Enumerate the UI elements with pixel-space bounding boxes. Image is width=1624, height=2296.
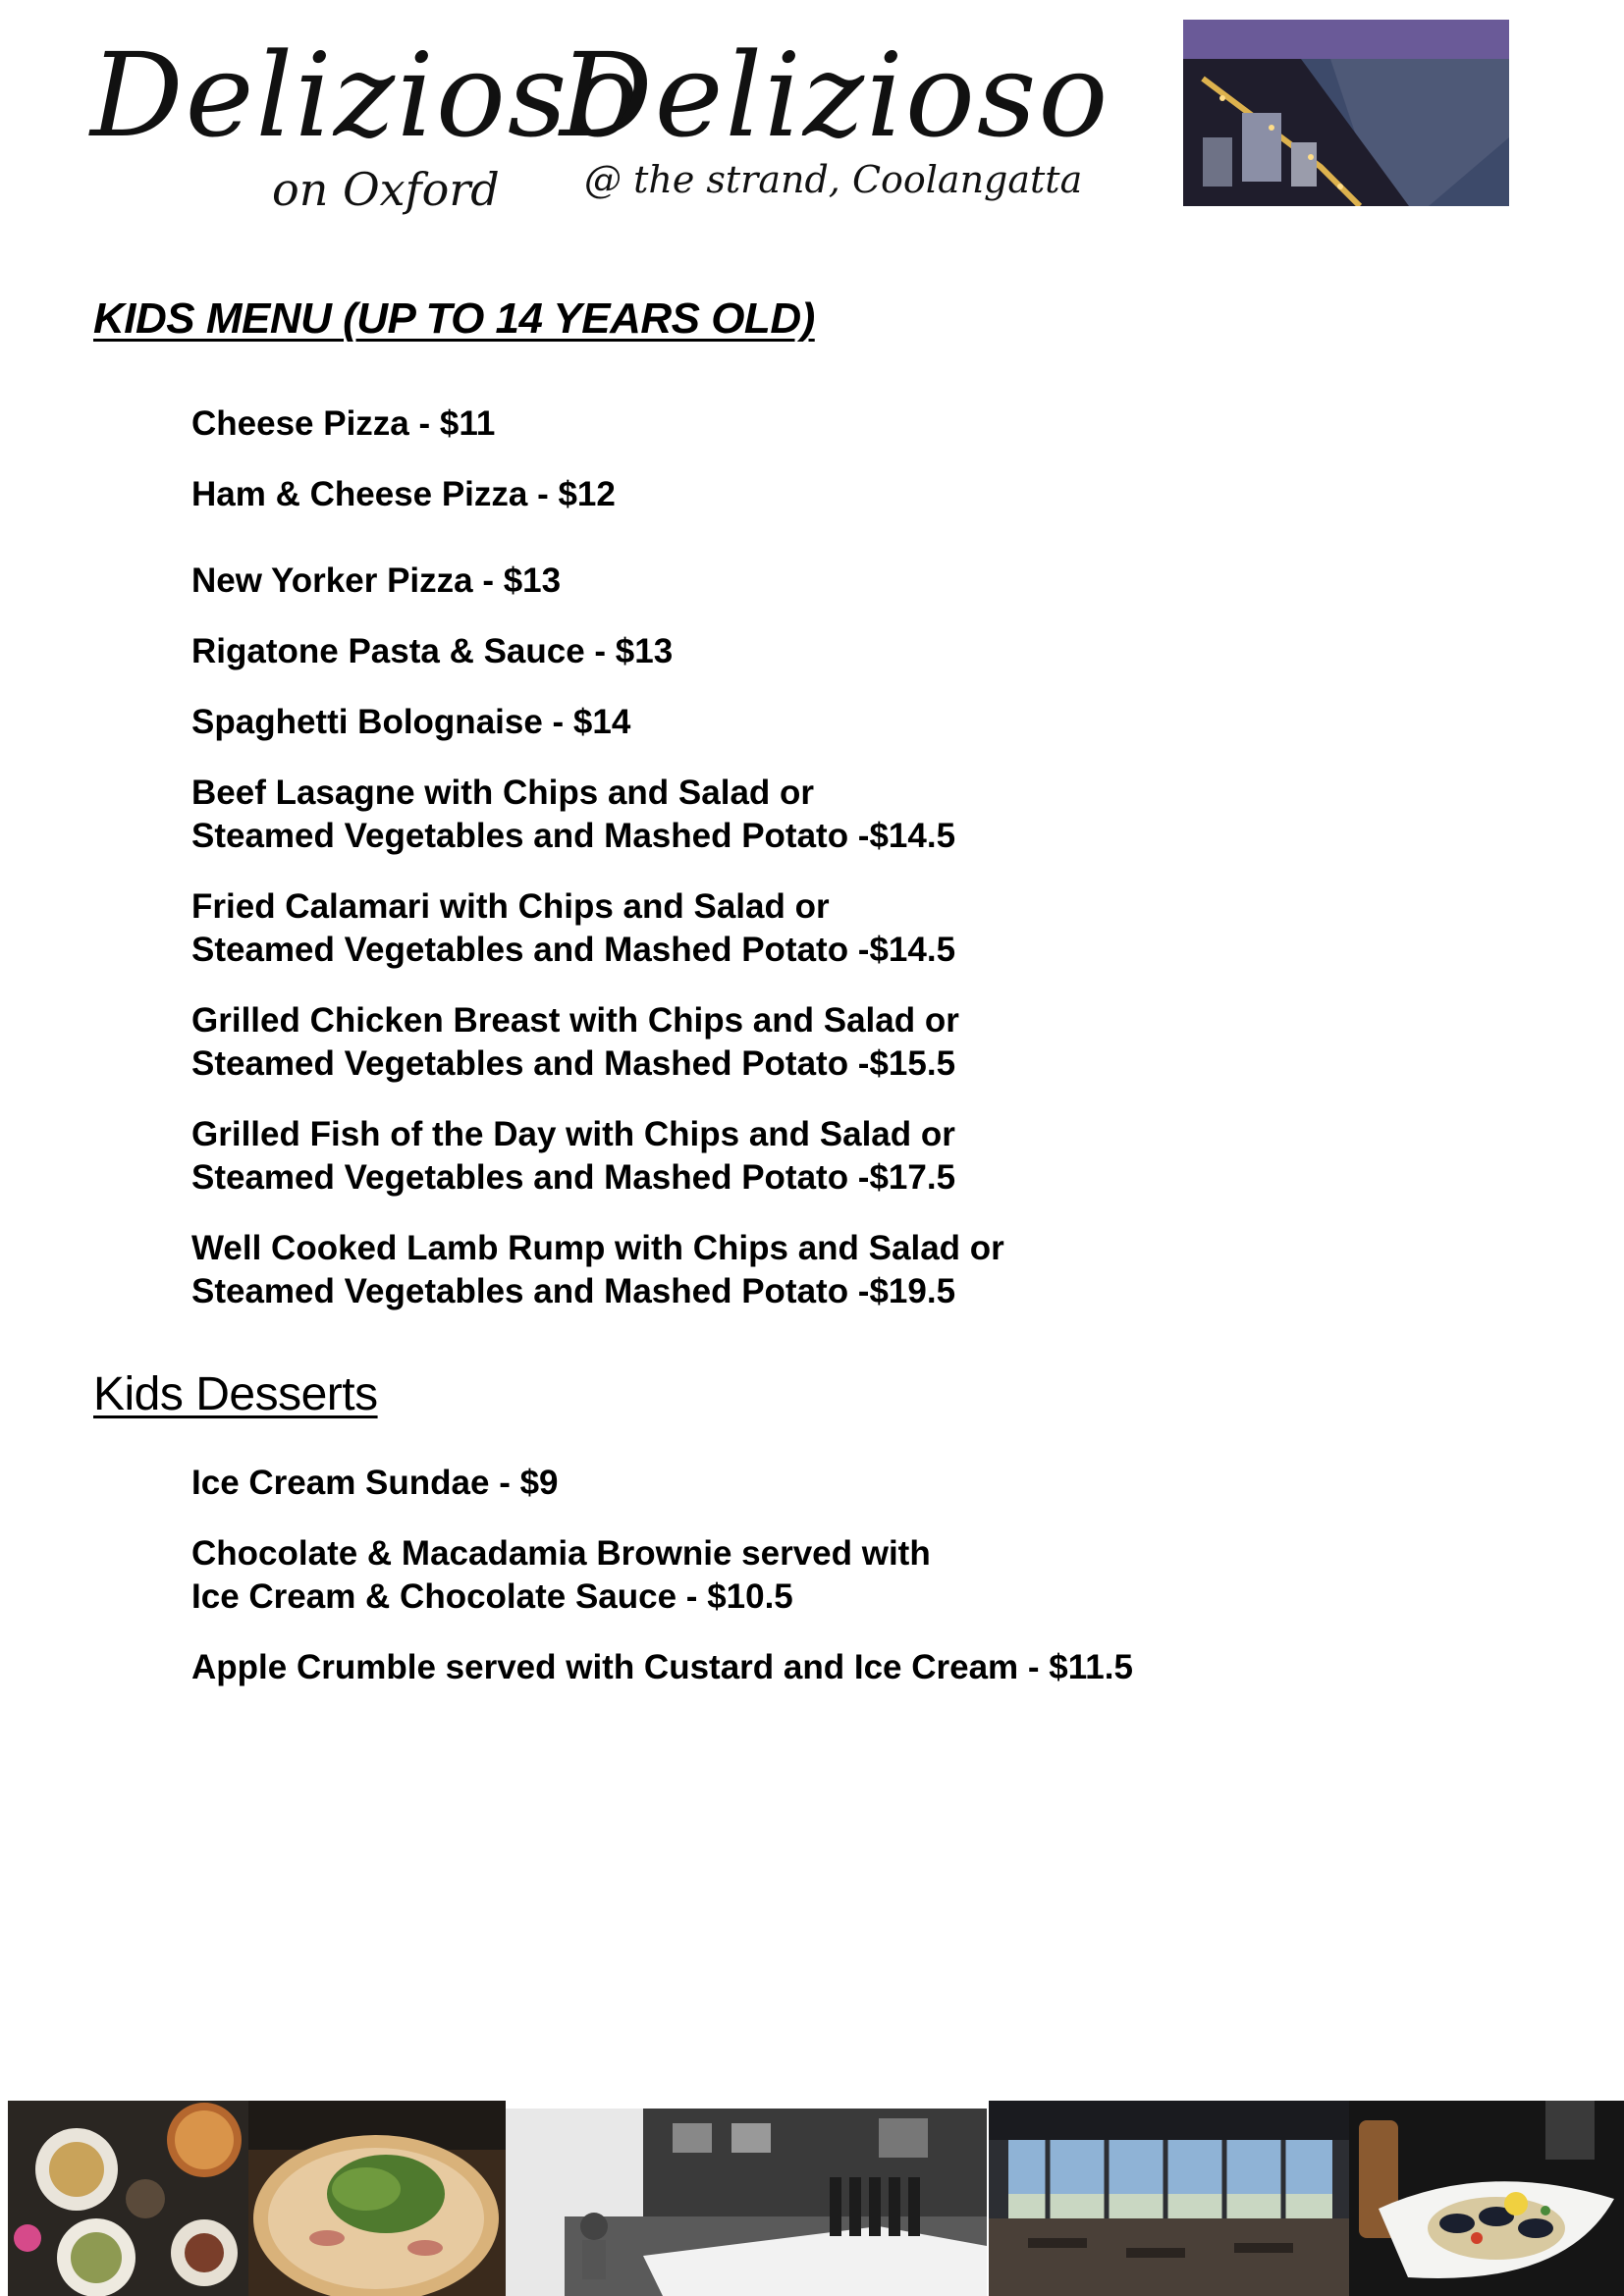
coastline-city-night-photo <box>1183 20 1509 206</box>
kids-desserts-heading: Kids Desserts <box>93 1368 378 1420</box>
logo-name: Delizioso <box>560 27 1110 163</box>
logo-tagline: @ the strand, Coolangatta <box>584 158 1083 201</box>
menu-item-beef-lasagne: Beef Lasagne with Chips and Salad or Steamed Vegetables and Mashed Potato -$14.5 <box>191 774 956 855</box>
logo-name: Delizioso <box>90 27 641 163</box>
menu-item-spaghetti-bolognaise: Spaghetti Bolognaise - $14 <box>191 703 631 741</box>
menu-item-grilled-chicken-breast: Grilled Chicken Breast with Chips and Salad or Steamed Vegetables and Mashed Potato -$15.5 <box>191 1001 959 1083</box>
dessert-item-apple-crumble: Apple Crumble served with Custard and Ice Cream - $11.5 <box>191 1648 1133 1686</box>
logo-tagline: on Oxford <box>272 163 500 216</box>
menu-item-new-yorker-pizza: New Yorker Pizza - $13 <box>191 561 562 600</box>
menu-item-grilled-fish: Grilled Fish of the Day with Chips and Salad or Steamed Vegetables and Mashed Potato -$17.5 <box>191 1115 956 1197</box>
menu-item-ham-cheese-pizza: Ham & Cheese Pizza - $12 <box>191 475 616 513</box>
wine-bar-interior-photo <box>506 2109 987 2296</box>
dessert-item-brownie: Chocolate & Macadamia Brownie served with Ice Cream & Chocolate Sauce - $10.5 <box>191 1534 931 1616</box>
footer-photo-strip <box>0 2101 1624 2296</box>
dessert-item-ice-cream-sundae: Ice Cream Sundae - $9 <box>191 1464 559 1502</box>
pizza-photo <box>248 2101 506 2296</box>
logo-delizioso-on-oxford <box>90 27 641 216</box>
kids-menu-heading: KIDS MENU (UP TO 14 YEARS OLD) <box>93 294 815 343</box>
menu-item-lamb-rump: Well Cooked Lamb Rump with Chips and Salad or Steamed Vegetables and Mashed Potato -$19.5 <box>191 1229 1004 1310</box>
logo-delizioso-the-strand <box>560 27 1110 201</box>
menu-item-fried-calamari: Fried Calamari with Chips and Salad or Steamed Vegetables and Mashed Potato -$14.5 <box>191 887 956 969</box>
menu-item-rigatone-pasta: Rigatone Pasta & Sauce - $13 <box>191 632 674 670</box>
menu-item-cheese-pizza: Cheese Pizza - $11 <box>191 404 496 443</box>
mussels-dish-photo <box>1349 2101 1624 2296</box>
dining-room-photo <box>989 2101 1349 2296</box>
food-spread-photo <box>8 2101 248 2296</box>
